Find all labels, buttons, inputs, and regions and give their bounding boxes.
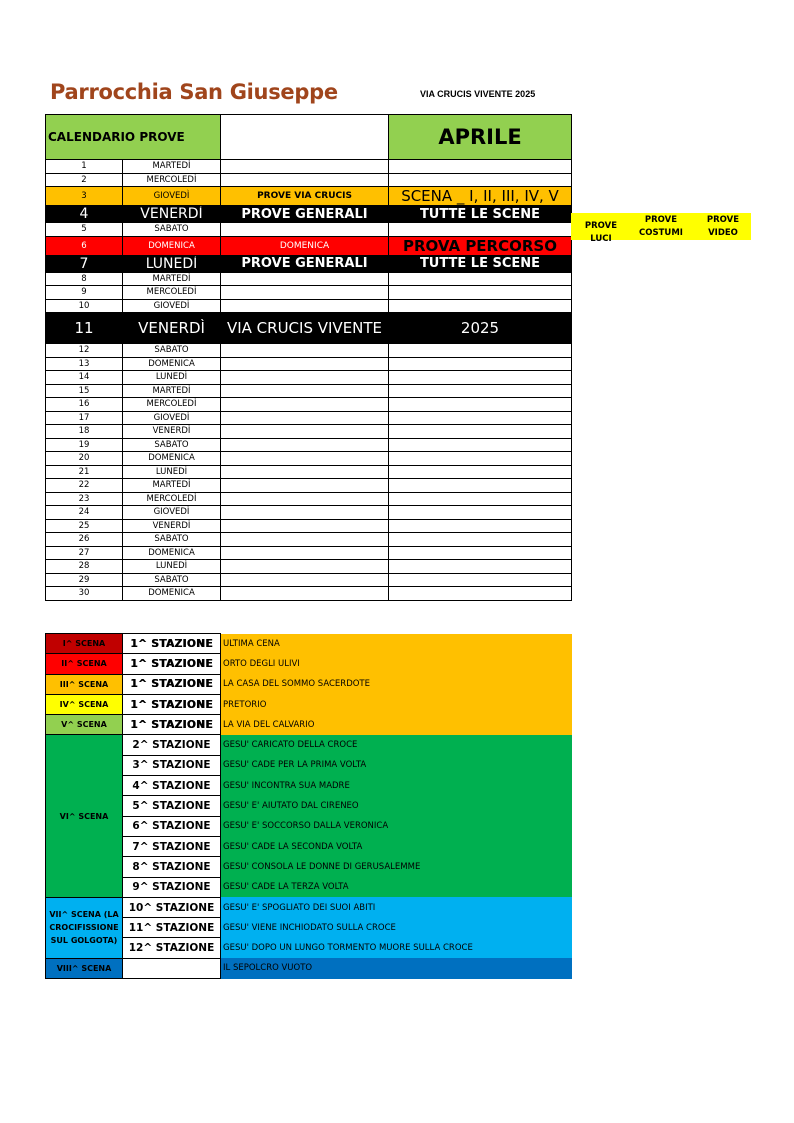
day-number: 9 — [46, 286, 123, 300]
day-number: 15 — [46, 384, 123, 398]
calendar-row — [46, 560, 572, 574]
day-number: 8 — [46, 272, 123, 286]
day-number: 23 — [46, 492, 123, 506]
calendar-row — [46, 357, 572, 371]
rehearsal-note — [389, 479, 572, 493]
scene-label: VI^ SCENA — [46, 735, 123, 897]
station-label: 10^ STAZIONE — [123, 897, 221, 917]
activity: PROVE GENERALI — [221, 206, 389, 223]
activity — [221, 384, 389, 398]
station-description: GESU' DOPO UN LUNGO TORMENTO MUORE SULLA CROCE — [221, 938, 572, 958]
station-label: 1^ STAZIONE — [123, 654, 221, 674]
activity — [221, 452, 389, 466]
calendar-header-row — [46, 115, 572, 160]
weekday: LUNEDÌ — [123, 465, 221, 479]
station-label: 1^ STAZIONE — [123, 634, 221, 654]
day-number: 4 — [46, 206, 123, 223]
weekday: MARTEDÌ — [123, 479, 221, 493]
station-label: 3^ STAZIONE — [123, 755, 221, 775]
scenes-table — [45, 633, 572, 979]
day-number: 2 — [46, 173, 123, 187]
activity — [221, 160, 389, 174]
station-label: 9^ STAZIONE — [123, 877, 221, 897]
rehearsal-note — [389, 411, 572, 425]
station-label: 1^ STAZIONE — [123, 715, 221, 735]
station-label: 11^ STAZIONE — [123, 918, 221, 938]
scene-label: VII^ SCENA (LA CROCIFISSIONE SUL GOLGOTA) — [46, 897, 123, 958]
prove-video-label-2: VIDEO — [708, 228, 738, 238]
station-description: LA CASA DEL SOMMO SACERDOTE — [221, 674, 572, 694]
day-number: 27 — [46, 546, 123, 560]
scene-row — [46, 897, 572, 917]
prove-video-label-1: PROVE — [706, 215, 740, 225]
day-number: 29 — [46, 573, 123, 587]
calendar-row — [46, 344, 572, 358]
station-description: GESU' CADE PER LA PRIMA VOLTA — [221, 755, 572, 775]
station-label: 6^ STAZIONE — [123, 816, 221, 836]
calendar-row — [46, 519, 572, 533]
weekday: DOMENICA — [123, 236, 221, 255]
rehearsal-note — [389, 533, 572, 547]
scene-row — [46, 877, 572, 897]
scene-row — [46, 776, 572, 796]
day-number: 26 — [46, 533, 123, 547]
day-number: 11 — [46, 313, 123, 344]
calendar-row — [46, 160, 572, 174]
rehearsal-note — [389, 492, 572, 506]
month-label: APRILE — [389, 115, 572, 160]
scene-row — [46, 796, 572, 816]
station-description: ULTIMA CENA — [221, 634, 572, 654]
calendar-row — [46, 411, 572, 425]
rehearsal-note — [389, 357, 572, 371]
rehearsal-note — [389, 384, 572, 398]
station-description: GESU' E' SOCCORSO DALLA VERONICA — [221, 816, 572, 836]
weekday: VENERDÌ — [123, 313, 221, 344]
activity — [221, 425, 389, 439]
weekday: SABATO — [123, 223, 221, 237]
calendar-row — [46, 313, 572, 344]
station-description: GESU' E' AIUTATO DAL CIRENEO — [221, 796, 572, 816]
weekday: DOMENICA — [123, 357, 221, 371]
activity: PROVE VIA CRUCIS — [221, 187, 389, 206]
activity: DOMENICA — [221, 236, 389, 255]
rehearsal-note: PROVA PERCORSO — [389, 236, 572, 255]
weekday: GIOVEDÌ — [123, 506, 221, 520]
activity — [221, 587, 389, 601]
scene-row — [46, 958, 572, 978]
activity — [221, 546, 389, 560]
weekday: MERCOLEDÌ — [123, 398, 221, 412]
calendar-row — [46, 479, 572, 493]
day-number: 16 — [46, 398, 123, 412]
activity — [221, 344, 389, 358]
station-label: 1^ STAZIONE — [123, 694, 221, 714]
scene-label: III^ SCENA — [46, 674, 123, 694]
calendar-row — [46, 465, 572, 479]
activity — [221, 173, 389, 187]
day-number: 30 — [46, 587, 123, 601]
station-description: GESU' CADE LA TERZA VOLTA — [221, 877, 572, 897]
activity — [221, 560, 389, 574]
calendar-row — [46, 272, 572, 286]
station-description: GESU' CADE LA SECONDA VOLTA — [221, 836, 572, 856]
calendar-header-blank — [221, 115, 389, 160]
extra-rehearsals-box — [571, 213, 751, 244]
day-number: 19 — [46, 438, 123, 452]
activity — [221, 573, 389, 587]
weekday: MARTEDÌ — [123, 384, 221, 398]
activity — [221, 492, 389, 506]
weekday: DOMENICA — [123, 452, 221, 466]
weekday: MERCOLEDÌ — [123, 173, 221, 187]
station-description: GESU' INCONTRA SUA MADRE — [221, 776, 572, 796]
rehearsal-note: TUTTE LE SCENE — [389, 206, 572, 223]
scene-row — [46, 918, 572, 938]
activity — [221, 272, 389, 286]
event-title: VIA CRUCIS VIVENTE 2025 — [420, 89, 536, 99]
scene-row — [46, 755, 572, 775]
weekday: SABATO — [123, 344, 221, 358]
rehearsal-note — [389, 272, 572, 286]
weekday: VENERDÌ — [123, 425, 221, 439]
activity — [221, 299, 389, 313]
calendar-row — [46, 236, 572, 255]
rehearsal-note — [389, 286, 572, 300]
rehearsal-note — [389, 425, 572, 439]
calendar-row — [46, 286, 572, 300]
prove-costumi-label-2: COSTUMI — [639, 228, 683, 238]
rehearsal-note — [389, 398, 572, 412]
rehearsal-note — [389, 299, 572, 313]
day-number: 12 — [46, 344, 123, 358]
station-label: 7^ STAZIONE — [123, 836, 221, 856]
calendar-row — [46, 587, 572, 601]
day-number: 3 — [46, 187, 123, 206]
day-number: 13 — [46, 357, 123, 371]
rehearsal-note — [389, 223, 572, 237]
weekday: LUNEDÌ — [123, 371, 221, 385]
weekday: MERCOLEDÌ — [123, 286, 221, 300]
day-number: 1 — [46, 160, 123, 174]
scene-row — [46, 694, 572, 714]
rehearsal-note: TUTTE LE SCENE — [389, 255, 572, 272]
calendar-row — [46, 206, 572, 223]
activity — [221, 223, 389, 237]
activity — [221, 411, 389, 425]
day-number: 24 — [46, 506, 123, 520]
calendar-label: CALENDARIO PROVE — [46, 115, 221, 160]
scene-label: VIII^ SCENA — [46, 958, 123, 978]
scene-row — [46, 634, 572, 654]
weekday: DOMENICA — [123, 587, 221, 601]
weekday: LUNEDÌ — [123, 255, 221, 272]
station-label — [123, 958, 221, 978]
day-number: 21 — [46, 465, 123, 479]
day-number: 22 — [46, 479, 123, 493]
calendar-row — [46, 438, 572, 452]
rehearsal-note — [389, 506, 572, 520]
station-description: IL SEPOLCRO VUOTO — [221, 958, 572, 978]
calendar-row — [46, 425, 572, 439]
weekday: MERCOLEDÌ — [123, 492, 221, 506]
calendar-row — [46, 452, 572, 466]
station-description: LA VIA DEL CALVARIO — [221, 715, 572, 735]
scene-row — [46, 836, 572, 856]
weekday: SABATO — [123, 573, 221, 587]
station-label: 1^ STAZIONE — [123, 674, 221, 694]
calendar-row — [46, 506, 572, 520]
scene-row — [46, 715, 572, 735]
day-number: 14 — [46, 371, 123, 385]
prove-luci-label: PROVE LUCI — [584, 221, 618, 244]
scene-label: IV^ SCENA — [46, 694, 123, 714]
scene-label: II^ SCENA — [46, 654, 123, 674]
activity: VIA CRUCIS VIVENTE — [221, 313, 389, 344]
rehearsal-note — [389, 519, 572, 533]
activity — [221, 398, 389, 412]
calendar-row — [46, 533, 572, 547]
calendar-row — [46, 255, 572, 272]
day-number: 18 — [46, 425, 123, 439]
scene-row — [46, 674, 572, 694]
calendar-row — [46, 398, 572, 412]
station-description: GESU' CARICATO DELLA CROCE — [221, 735, 572, 755]
activity — [221, 371, 389, 385]
activity — [221, 533, 389, 547]
day-number: 10 — [46, 299, 123, 313]
scene-row — [46, 735, 572, 755]
calendar-row — [46, 573, 572, 587]
calendar-row — [46, 187, 572, 206]
scene-label: V^ SCENA — [46, 715, 123, 735]
calendar-row — [46, 223, 572, 237]
calendar-row — [46, 299, 572, 313]
rehearsal-note — [389, 173, 572, 187]
weekday: DOMENICA — [123, 546, 221, 560]
station-label: 5^ STAZIONE — [123, 796, 221, 816]
rehearsal-note — [389, 438, 572, 452]
station-label: 12^ STAZIONE — [123, 938, 221, 958]
weekday: VENERDÌ — [123, 206, 221, 223]
rehearsal-note — [389, 573, 572, 587]
activity — [221, 519, 389, 533]
scene-row — [46, 816, 572, 836]
weekday: MARTEDÌ — [123, 272, 221, 286]
weekday: SABATO — [123, 533, 221, 547]
rehearsal-note — [389, 452, 572, 466]
calendar-row — [46, 384, 572, 398]
weekday: SABATO — [123, 438, 221, 452]
station-description: PRETORIO — [221, 694, 572, 714]
day-number: 28 — [46, 560, 123, 574]
day-number: 7 — [46, 255, 123, 272]
station-label: 2^ STAZIONE — [123, 735, 221, 755]
activity — [221, 506, 389, 520]
station-description: GESU' VIENE INCHIODATO SULLA CROCE — [221, 918, 572, 938]
scene-row — [46, 654, 572, 674]
weekday: GIOVEDÌ — [123, 411, 221, 425]
parish-title: Parrocchia San Giuseppe — [50, 80, 338, 104]
calendar-table — [45, 114, 572, 601]
weekday: VENERDÌ — [123, 519, 221, 533]
calendar-row — [46, 546, 572, 560]
day-number: 17 — [46, 411, 123, 425]
rehearsal-note — [389, 371, 572, 385]
activity — [221, 357, 389, 371]
rehearsal-note — [389, 546, 572, 560]
calendar-row — [46, 371, 572, 385]
activity — [221, 465, 389, 479]
scene-row — [46, 857, 572, 877]
activity — [221, 438, 389, 452]
weekday: LUNEDÌ — [123, 560, 221, 574]
calendar-row — [46, 173, 572, 187]
scene-row — [46, 938, 572, 958]
weekday: GIOVEDÌ — [123, 299, 221, 313]
rehearsal-note — [389, 465, 572, 479]
rehearsal-note — [389, 587, 572, 601]
weekday: MARTEDÌ — [123, 160, 221, 174]
station-description: ORTO DEGLI ULIVI — [221, 654, 572, 674]
scene-label: I^ SCENA — [46, 634, 123, 654]
day-number: 6 — [46, 236, 123, 255]
station-label: 8^ STAZIONE — [123, 857, 221, 877]
day-number: 20 — [46, 452, 123, 466]
station-description: GESU' E' SPOGLIATO DEI SUOI ABITI — [221, 897, 572, 917]
station-description: GESU' CONSOLA LE DONNE DI GERUSALEMME — [221, 857, 572, 877]
day-number: 25 — [46, 519, 123, 533]
rehearsal-note — [389, 560, 572, 574]
prove-costumi-label-1: PROVE — [644, 215, 678, 225]
weekday: GIOVEDÌ — [123, 187, 221, 206]
activity — [221, 479, 389, 493]
day-number: 5 — [46, 223, 123, 237]
activity: PROVE GENERALI — [221, 255, 389, 272]
rehearsal-note — [389, 160, 572, 174]
rehearsal-note — [389, 344, 572, 358]
activity — [221, 286, 389, 300]
rehearsal-note: SCENA _ I, II, III, IV, V — [389, 187, 572, 206]
rehearsal-note: 2025 — [389, 313, 572, 344]
station-label: 4^ STAZIONE — [123, 776, 221, 796]
calendar-row — [46, 492, 572, 506]
